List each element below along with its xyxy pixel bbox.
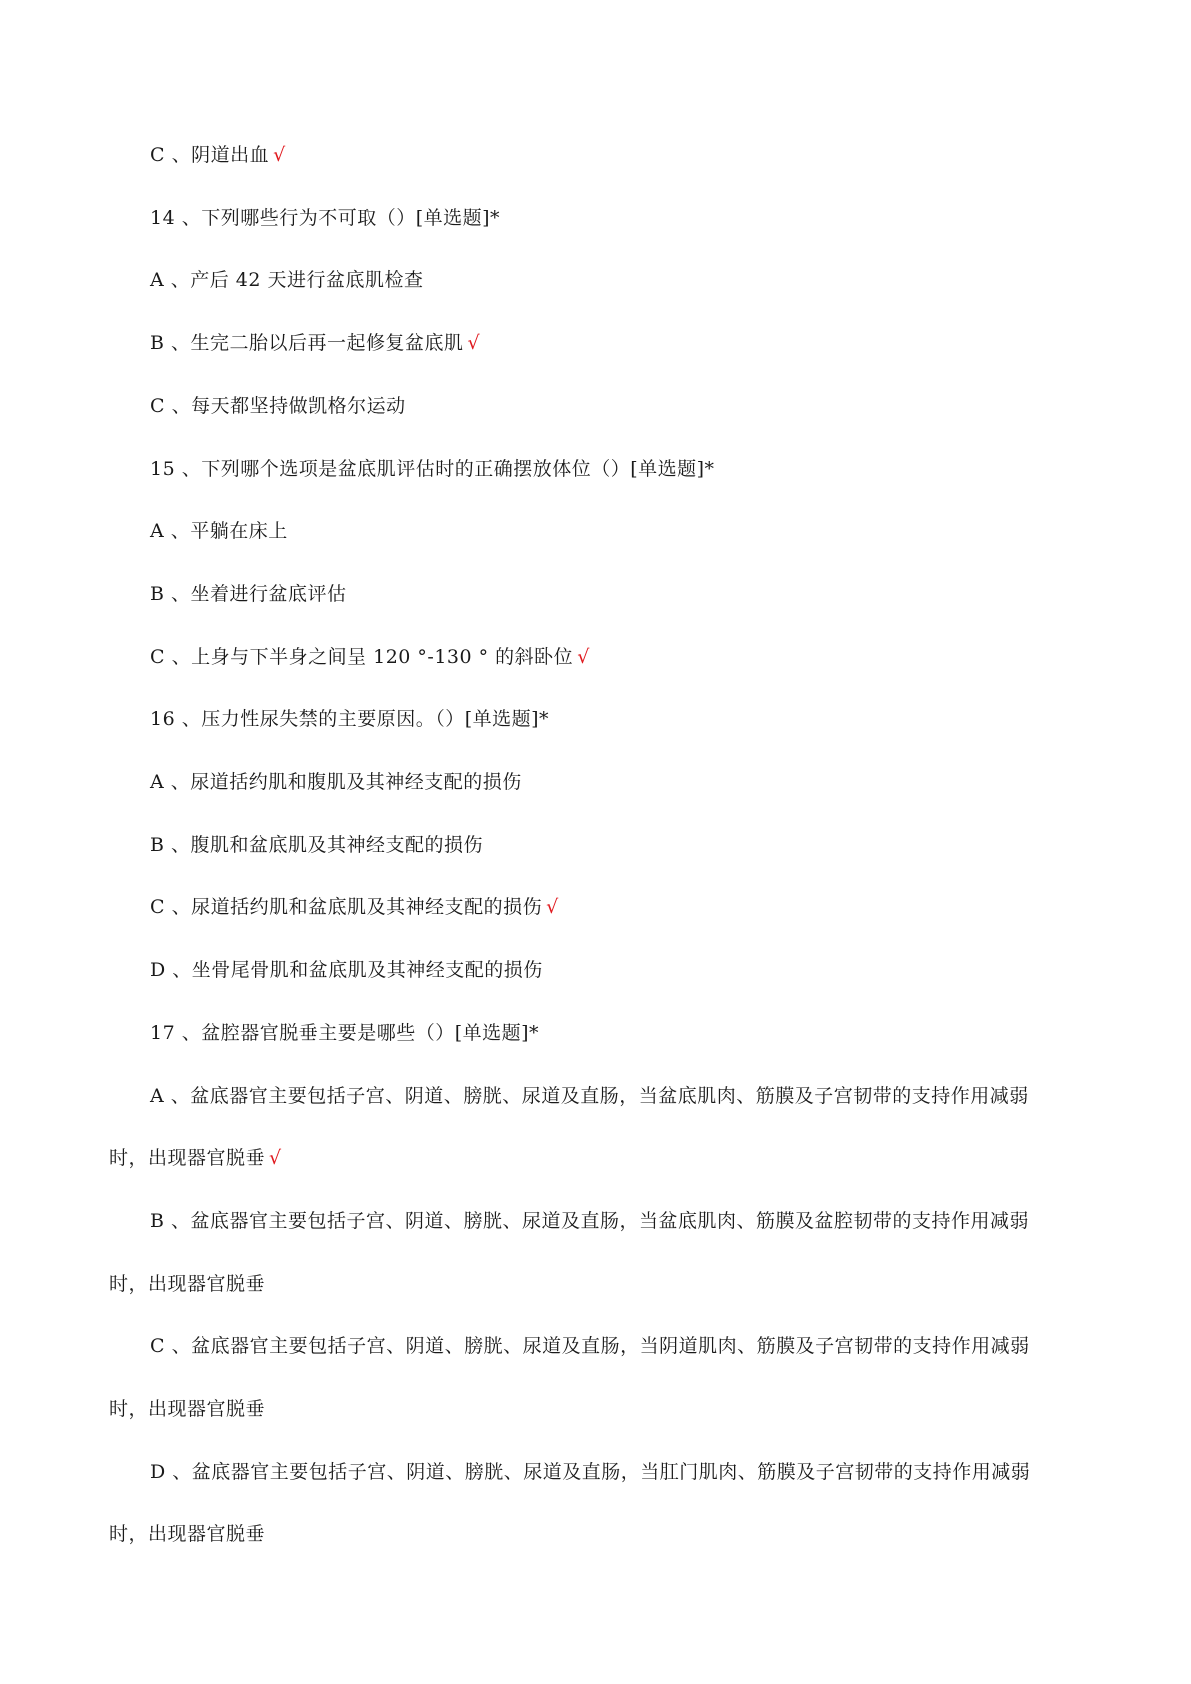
continuation-line (109, 1396, 265, 1422)
line-text: B 、坐着进行盆底评估 (150, 583, 347, 605)
question-line (150, 769, 522, 795)
question-line (150, 1083, 1029, 1109)
line-text: A 、产后 42 天进行盆底肌检查 (150, 269, 424, 291)
line-text: A 、平躺在床上 (150, 520, 288, 542)
question-line (150, 832, 483, 858)
correct-check-icon: √ (546, 896, 559, 918)
line-text: C 、尿道括约肌和盆底肌及其神经支配的损伤 (150, 896, 543, 918)
line-text: C 、盆底器官主要包括子宫、阴道、膀胱、尿道及直肠，当阴道肌肉、筋膜及子宫韧带的支持作用减弱 (150, 1335, 1030, 1357)
line-text: 时，出现器官脱垂 (109, 1523, 266, 1545)
question-line (150, 581, 347, 607)
line-text: B 、盆底器官主要包括子宫、阴道、膀胱、尿道及直肠，当盆底肌肉、筋膜及盆腔韧带的支持作用减弱 (150, 1210, 1030, 1232)
line-text: 时，出现器官脱垂 (109, 1398, 266, 1420)
question-line (150, 1333, 1030, 1359)
question-line (150, 894, 559, 920)
line-text: D 、盆底器官主要包括子宫、阴道、膀胱、尿道及直肠，当肛门肌肉、筋膜及子宫韧带的支持作用减弱 (150, 1461, 1031, 1483)
question-line (150, 957, 543, 983)
line-text: 17 、盆腔器官脱垂主要是哪些（）[单选题]* (150, 1022, 540, 1044)
continuation-line (109, 1271, 265, 1297)
line-text: C 、每天都坚持做凯格尔运动 (150, 395, 406, 417)
question-line (150, 456, 715, 482)
question-line (150, 644, 590, 670)
question-line (150, 142, 286, 168)
question-line (150, 706, 549, 732)
line-text: C 、阴道出血 (150, 144, 270, 166)
correct-check-icon: √ (273, 144, 286, 166)
line-text: 14 、下列哪些行为不可取（）[单选题]* (150, 207, 501, 229)
question-line (150, 393, 406, 419)
question-line (150, 1020, 539, 1046)
correct-check-icon: √ (577, 646, 590, 668)
line-text: 时，出现器官脱垂 (109, 1147, 266, 1169)
line-text: C 、上身与下半身之间呈 120 °-130 ° 的斜卧位 (150, 646, 574, 668)
line-text: A 、盆底器官主要包括子宫、阴道、膀胱、尿道及直肠，当盆底肌肉、筋膜及子宫韧带的支持作用减弱 (150, 1085, 1029, 1107)
line-text: A 、尿道括约肌和腹肌及其神经支配的损伤 (150, 771, 522, 793)
question-line (150, 330, 480, 356)
continuation-line (109, 1521, 265, 1547)
continuation-line (109, 1145, 282, 1171)
correct-check-icon: √ (269, 1147, 282, 1169)
line-text: 时，出现器官脱垂 (109, 1273, 266, 1295)
question-line (150, 1459, 1030, 1485)
question-line (150, 1208, 1029, 1234)
line-text: B 、生完二胎以后再一起修复盆底肌 (150, 332, 464, 354)
question-line (150, 205, 500, 231)
line-text: D 、坐骨尾骨肌和盆底肌及其神经支配的损伤 (150, 959, 543, 981)
line-text: 15 、下列哪个选项是盆底肌评估时的正确摆放体位（）[单选题]* (150, 458, 715, 480)
correct-check-icon: √ (467, 332, 481, 354)
question-line (150, 267, 424, 293)
question-line (150, 518, 288, 544)
line-text: B 、腹肌和盆底肌及其神经支配的损伤 (150, 834, 484, 856)
line-text: 16 、压力性尿失禁的主要原因。（）[单选题]* (150, 708, 550, 730)
